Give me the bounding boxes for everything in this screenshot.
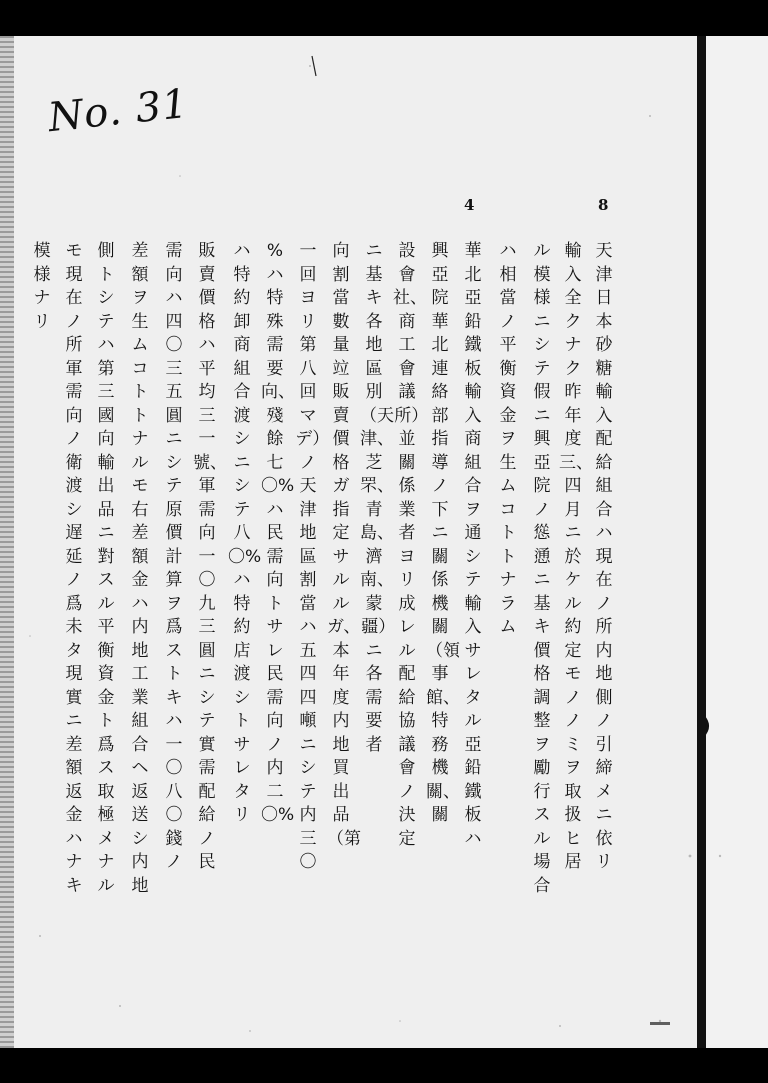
text-column: ハ特約卸商組合渡シニシテ八〇%ハ特約店渡シトサレタリ	[228, 241, 262, 825]
text-column: ニ基キ各地區別（天津、芝罘、青島、濟南、蒙疆）ニ各需要者	[360, 241, 394, 755]
right-margin	[706, 36, 768, 1048]
text-column: 興亞院華北連絡部指導ノ下ニ關係機關（領事館、特務機關、關	[426, 241, 460, 825]
folio-number-right: 8	[598, 196, 609, 214]
text-column: 模様ナリ	[33, 241, 51, 332]
text-column: 向割當數量竝販賣價格ガ指定サルルガ、本年度内地買出品（第	[327, 241, 361, 849]
binding-fold-line	[697, 36, 706, 1048]
document-page	[0, 36, 768, 1048]
text-column: 設會社、商工會議所）並關係業者ヨリ成レル配給協議會ノ決定	[393, 241, 427, 849]
text-column: ル模様ニシテ假ニ興亞院ノ慫慂ニ基キ價格調整ヲ勵行スル場合	[533, 241, 551, 896]
text-column: 側トシテハ第三國向輸出品ニ對スル平衡資金ト爲ス取極メナル	[97, 241, 115, 896]
text-column: 販賣價格ハ平均三一號、軍需向一〇九三圓ニシテ實需配給ノ民	[193, 241, 227, 872]
text-column: モ現在ノ所軍需向ノ衛渡シ遅延ノ爲未タ現實ニ差額返金ハナキ	[65, 241, 83, 896]
text-column: 天津日本砂糖輸入配給組合ハ現在ノ所内地側ノ引締メニ依リ	[595, 241, 613, 872]
text-column: 需向ハ四〇三五圓ニシテ原價計算ヲ爲ストキハ一〇八〇錢ノ	[165, 241, 183, 872]
text-column: 差額ヲ生ムコトトナルモ右差額金ハ内地工業組合ヘ返送シ内地	[131, 241, 149, 896]
page-left-edge	[0, 36, 14, 1048]
text-column: 一回ヨリ第八回マデ）ノ天津地區割當ハ五四四噸ニシテ内三〇	[295, 241, 321, 872]
folio-number-left: 4	[464, 196, 475, 214]
text-column: 華北亞鉛鐵板輸入商組合ヲ通シテ輸入サレタル亞鉛鐵板ハ	[464, 241, 482, 849]
text-column: ハ相當ノ平衡資金ヲ生ムコトトナラム	[499, 241, 517, 637]
handwritten-page-number: No. 31	[45, 80, 191, 142]
text-column: 輸入全クナク昨年度三、四月ニ於ケル約定モノノミヲ取扱ヒ居	[559, 241, 593, 872]
text-column: %ハ特殊需要向、殘餘七〇%ハ民需向トサレ民需向ノ内二〇%	[261, 241, 295, 825]
